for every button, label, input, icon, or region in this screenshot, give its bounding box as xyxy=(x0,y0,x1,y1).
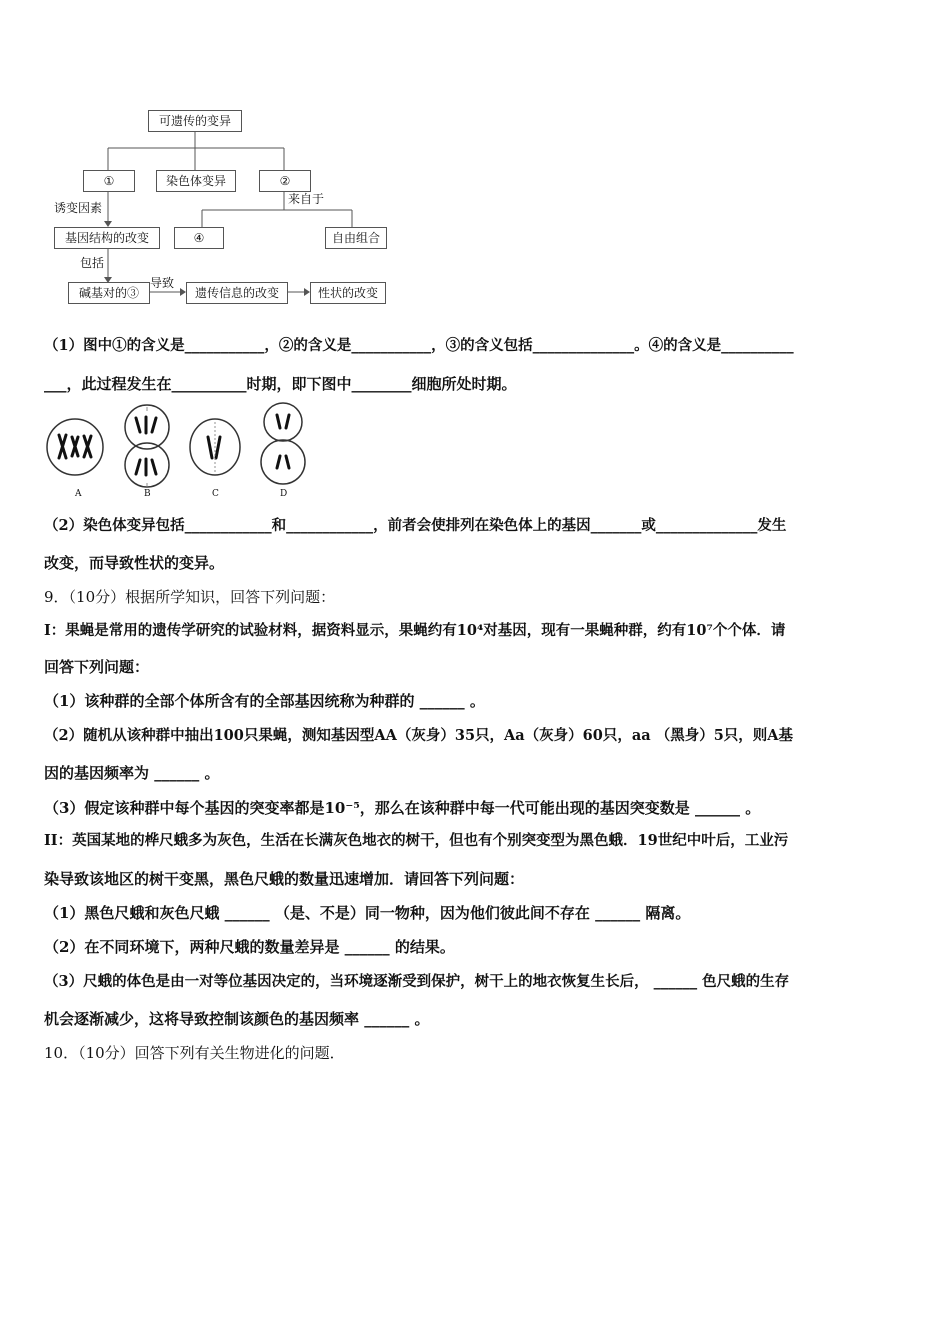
box-4: ④ xyxy=(174,227,224,249)
q9-part1-sub2-line2: 因的基因频率为 ______ 。 xyxy=(44,764,220,782)
q9-part2-line2: 染导致该地区的树干变黑，黑色尺蛾的数量迅速增加．请回答下列问题： xyxy=(44,870,525,888)
cell-label-b: B xyxy=(144,489,151,499)
box-base-pair-3: 碱基对的③ xyxy=(68,282,150,304)
cell-label-d: D xyxy=(280,489,288,499)
q9-part2-sub3-line2: 机会逐渐减少，这将导致控制该颜色的基因频率 ______ 。 xyxy=(44,1010,430,1028)
box-gene-structure-change: 基因结构的改变 xyxy=(54,227,160,249)
cell-drawings xyxy=(44,400,324,490)
q9-part2-sub1: （1）黑色尺蛾和灰色尺蛾 ______ （是、不是）同一物种，因为他们彼此间不存在 ______ 隔离。 xyxy=(44,904,691,922)
variation-flow-diagram xyxy=(40,100,400,315)
q2-line2: 改变，而导致性状的变异。 xyxy=(44,554,225,572)
q9-part1-sub3: （3）假定该种群中每个基因的突变率都是10⁻⁵，那么在该种群中每一代可能出现的基因突变数是 ______ 。 xyxy=(44,799,761,817)
box-1: ① xyxy=(83,170,135,192)
cell-label-c: C xyxy=(212,489,219,499)
label-comes-from: 来自于 xyxy=(288,192,325,206)
box-chromosome-variation: 染色体变异 xyxy=(156,170,236,192)
q10-heading: 10．（10分）回答下列有关生物进化的问题． xyxy=(44,1044,345,1062)
box-2: ② xyxy=(259,170,311,192)
box-free-combination: 自由组合 xyxy=(325,227,387,249)
box-trait-change: 性状的改变 xyxy=(310,282,386,304)
box-genetic-info-change: 遗传信息的改变 xyxy=(186,282,288,304)
q9-part2-sub3-line1: （3）尺蛾的体色是由一对等位基因决定的，当环境逐渐受到保护，树干上的地衣恢复生长后， ______ 色尺蛾的生存 xyxy=(44,973,790,990)
q9-part2-sub2: （2）在不同环境下，两种尺蛾的数量差异是 ______ 的结果。 xyxy=(44,938,455,956)
label-includes: 包括 xyxy=(80,256,105,270)
q9-part1-sub1: （1）该种群的全部个体所含有的全部基因统称为种群的 ______ 。 xyxy=(44,692,485,710)
q1-line2: ___，此过程发生在__________时期，即下图中________细胞所处时期。 xyxy=(44,375,517,393)
cell-label-a: A xyxy=(75,489,82,499)
q9-part2-line1: II：英国某地的桦尺蛾多为灰色，生活在长满灰色地衣的树干，但也有个别突变型为黑色蛾．19世纪中叶后，工业污 xyxy=(44,832,789,849)
box-heritable-variation: 可遗传的变异 xyxy=(148,110,242,132)
q9-part1-line1: I：果蝇是常用的遗传学研究的试验材料，据资料显示，果蝇约有10⁴对基因，现有一果蝇种群，约有10⁷个个体．请 xyxy=(44,622,786,639)
label-leads-to: 导致 xyxy=(150,276,175,290)
q1-line1: （1）图中①的含义是___________，②的含义是___________，③的含义包括______________。④的含义是__________ xyxy=(44,337,794,354)
q2-line1: （2）染色体变异包括____________和____________，前者会使排列在染色体上的基因_______或______________发生 xyxy=(44,517,787,534)
q9-heading: 9．（10分）根据所学知识，回答下列问题： xyxy=(44,588,336,606)
label-mutagenic-factors: 诱变因素 xyxy=(54,201,103,215)
q9-part1-line2: 回答下列问题： xyxy=(44,658,150,676)
cell-division-figure xyxy=(44,400,324,505)
q9-part1-sub2-line1: （2）随机从该种群中抽出100只果蝇，测知基因型AA（灰身）35只，Aa（灰身）60只，aa （黑身）5只，则A基 xyxy=(44,727,794,744)
